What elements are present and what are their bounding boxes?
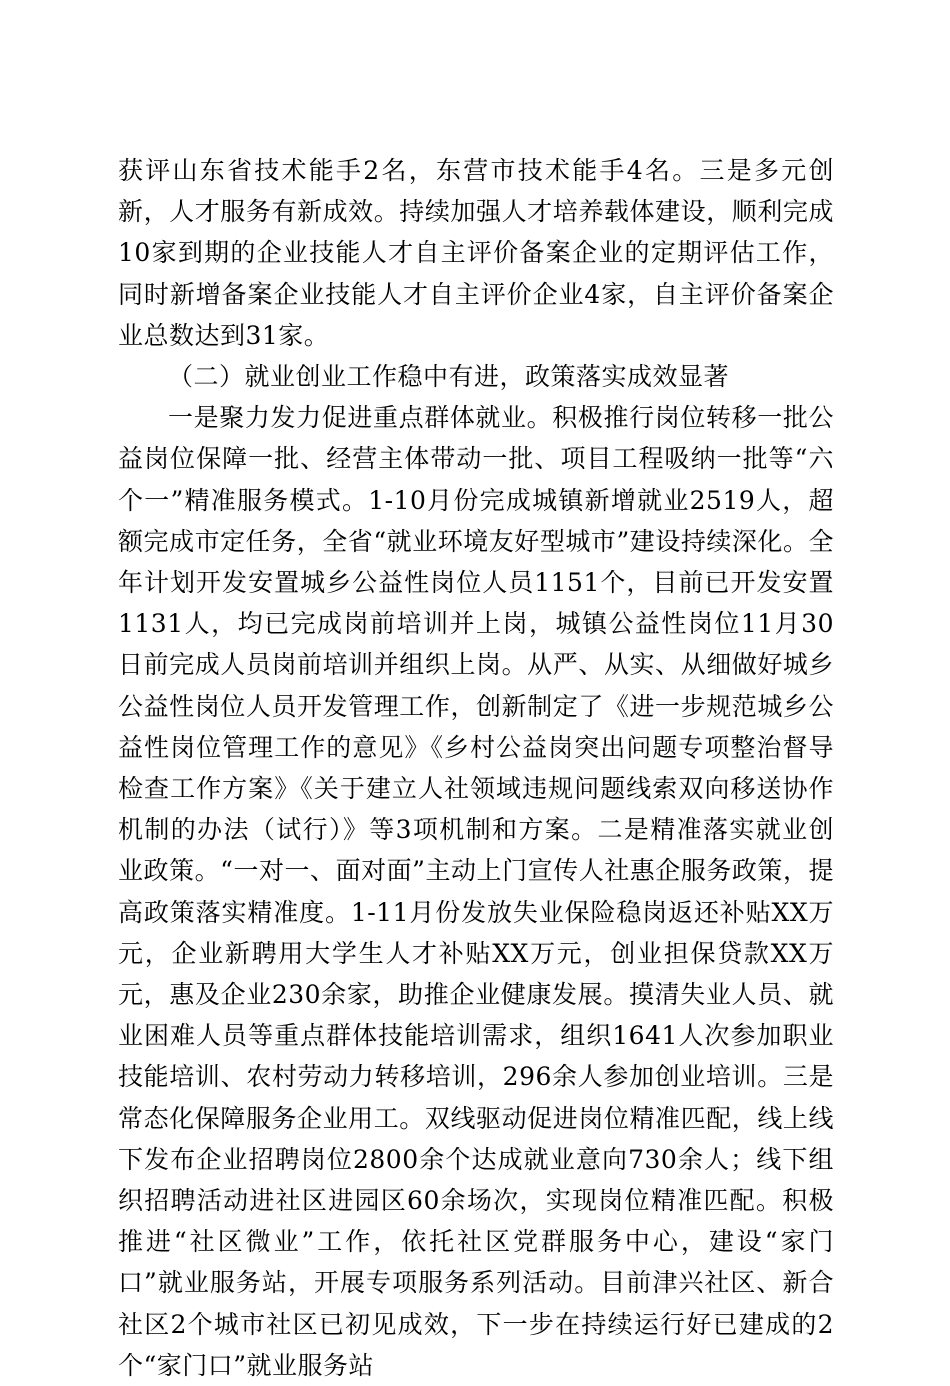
document-body — [118, 150, 834, 1386]
paragraph-continuation: 获评山东省技术能手2名，东营市技术能手4名。三是多元创新，人才服务有新成效。持续加强人才培养载体建设，顺利完成10家到期的企业技能人才自主评价备案企业的定期评估工作，同时新增备案企业技能人才自主评价企业4家，自主评价备案企业总数达到31家。 — [118, 156, 834, 350]
section-heading: （二）就业创业工作稳中有进，政策落实成效显著 — [168, 362, 730, 392]
paragraph-employment: 一是聚力发力促进重点群体就业。积极推行岗位转移一批公益岗位保障一批、经营主体带动一批、项目工程吸纳一批等“六个一”精准服务模式。1-10月份完成城镇新增就业2519人，超额完成市定任务，全省“就业环境友好型城市”建设持续深化。全年计划开发安置城乡公益性岗位人员1151个，目前已开发安置1131人，均已完成岗前培训并上岗，城镇公益性岗位11月30日前完成人员岗前培训并组织上岗。从严、从实、从细做好城乡公益性岗位人员开发管理工作，创新制定了《进一步规范城乡公益性岗位管理工作的意见》《乡村公益岗突出问题专项整治督导检查工作方案》《关于建立人社领域违规问题线索双向移送协作机制的办法（试行）》等3项机制和方案。二是精准落实就业创业政策。“一对一、面对面”主动上门宣传人社惠企服务政策，提高政策落实精准度。1-11月份发放失业保险稳岗返还补贴XX万元，企业新聘用大学生人才补贴XX万元，创业担保贷款XX万元，惠及企业230余家，助推企业健康发展。摸清失业人员、就业困难人员等重点群体技能培训需求，组织1641人次参加职业技能培训、农村劳动力转移培训，296余人参加创业培训。三是常态化保障服务企业用工。双线驱动促进岗位精准匹配，线上线下发布企业招聘岗位2800余个达成就业意向730余人；线下组织招聘活动进社区进园区60余场次，实现岗位精准匹配。积极推进“社区微业”工作，依托社区党群服务中心，建设“家门口”就业服务站，开展专项服务系列活动。目前津兴社区、新合社区2个城市社区已初见成效，下一步在持续运行好已建成的2个“家门口”就业服务站 — [118, 403, 834, 1380]
